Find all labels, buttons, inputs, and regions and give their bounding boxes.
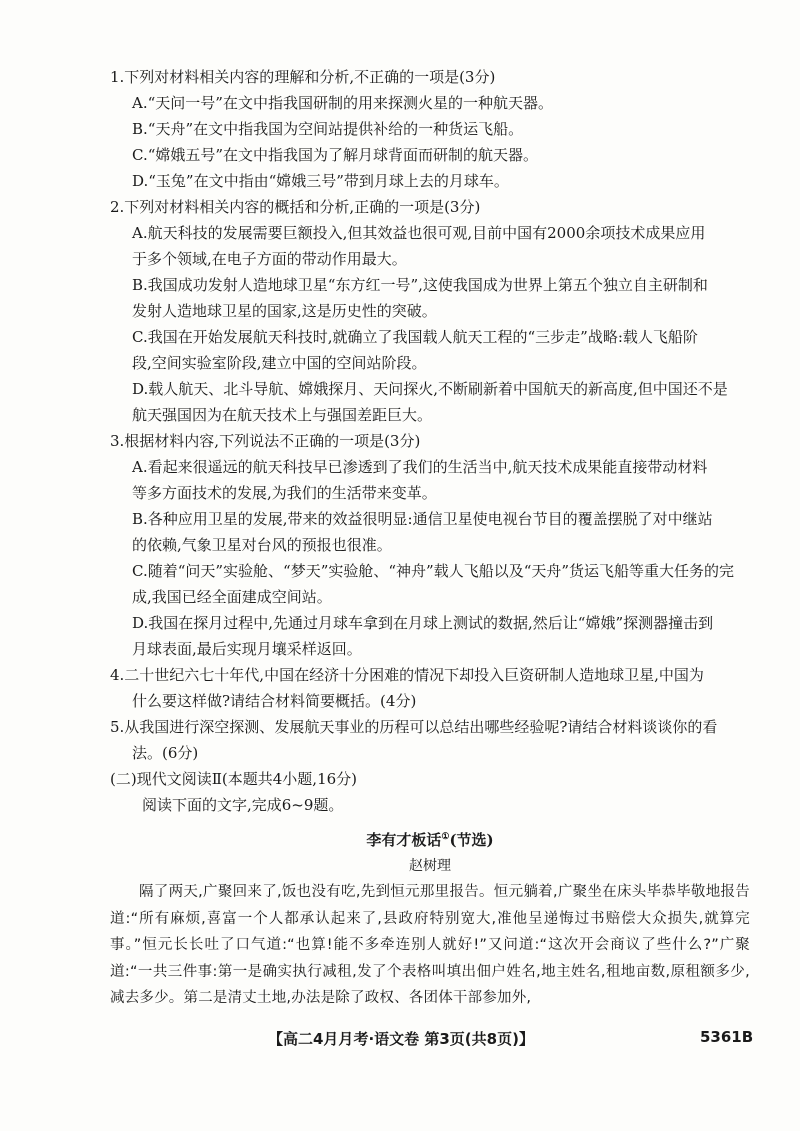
article-title-text: 李有才板话 bbox=[366, 831, 442, 849]
page-content bbox=[110, 64, 750, 1012]
footer-code: 5361B bbox=[700, 1028, 754, 1046]
question-5 bbox=[110, 714, 750, 766]
question-2-option-a-cont: 于多个领域,在电子方面的带动作用最大。 bbox=[132, 250, 407, 268]
question-1-stem: 1.下列对材料相关内容的理解和分析,不正确的一项是(3分) bbox=[110, 68, 496, 86]
question-3-option-a: A.看起来很遥远的航天科技早已渗透到了我们的生活当中,航天技术成果能直接带动材料 bbox=[132, 458, 708, 476]
question-3-option-c-cont: 成,我国已经全面建成空间站。 bbox=[132, 588, 332, 606]
question-4-stem: 4.二十世纪六七十年代,中国在经济十分困难的情况下却投入巨资研制人造地球卫星,中国为 bbox=[110, 666, 704, 684]
question-1-option-d: D.“玉兔”在文中指由“嫦娥三号”带到月球上去的月球车。 bbox=[132, 172, 509, 190]
article-author: 赵树理 bbox=[409, 858, 451, 874]
question-2-option-b: B.我国成功发射人造地球卫星“东方红一号”,这使我国成为世界上第五个独立自主研制和 bbox=[132, 276, 708, 294]
question-3-option-c: C.随着“问天”实验舱、“梦天”实验舱、“神舟”载人飞船以及“天舟”货运飞船等重大任务的完 bbox=[132, 562, 735, 580]
question-3-option-d: D.我国在探月过程中,先通过月球车拿到在月球上测试的数据,然后让“嫦娥”探测器撞击到 bbox=[132, 614, 714, 632]
question-3-option-d-cont: 月球表面,最后实现月壤采样返回。 bbox=[132, 640, 362, 658]
question-3-option-a-cont: 等多方面技术的发展,为我们的生活带来变革。 bbox=[132, 484, 437, 502]
question-1-option-a: A.“天问一号”在文中指我国研制的用来探测火星的一种航天器。 bbox=[132, 94, 553, 112]
question-4 bbox=[110, 662, 750, 714]
article-title-suffix: (节选) bbox=[449, 831, 494, 849]
question-2-option-c: C.我国在开始发展航天科技时,就确立了我国载人航天工程的“三步走”战略:载人飞船阶 bbox=[132, 328, 698, 346]
question-2-option-d: D.载人航天、北斗导航、嫦娥探月、天问探火,不断刷新着中国航天的新高度,但中国还不是 bbox=[132, 380, 728, 398]
article-footnote-marker: ① bbox=[441, 832, 450, 842]
question-5-stem-cont: 法。(6分) bbox=[132, 744, 199, 762]
question-1-option-b: B.“天舟”在文中指我国为空间站提供补给的一种货运飞船。 bbox=[132, 120, 524, 138]
footer-label: 【高二4月月考·语文卷 第3页(共8页)】 bbox=[268, 1030, 534, 1048]
question-2-option-c-cont: 段,空间实验室阶段,建立中国的空间站阶段。 bbox=[132, 354, 427, 372]
question-3-option-b: B.各种应用卫星的发展,带来的效益很明显:通信卫星使电视台节目的覆盖摆脱了对中继站 bbox=[132, 510, 713, 528]
question-3 bbox=[110, 428, 750, 662]
question-2-stem: 2.下列对材料相关内容的概括和分析,正确的一项是(3分) bbox=[110, 198, 481, 216]
question-3-option-b-cont: 的依赖,气象卫星对台风的预报也很准。 bbox=[132, 536, 392, 554]
question-3-stem: 3.根据材料内容,下列说法不正确的一项是(3分) bbox=[110, 432, 421, 450]
question-1 bbox=[110, 64, 750, 194]
question-2-option-b-cont: 发射人造地球卫星的国家,这是历史性的突破。 bbox=[132, 302, 437, 320]
article-title bbox=[110, 824, 750, 853]
question-1-option-c: C.“嫦娥五号”在文中指我国为了解月球背面而研制的航天器。 bbox=[132, 146, 539, 164]
question-2-option-a: A.航天科技的发展需要巨额投入,但其效益也很可观,目前中国有2000余项技术成果应用 bbox=[132, 224, 706, 242]
question-2-option-d-cont: 航天强国因为在航天技术上与强国差距巨大。 bbox=[132, 406, 433, 424]
question-5-stem: 5.从我国进行深空探测、发展航天事业的历程可以总结出哪些经验呢?请结合材料谈谈你的看 bbox=[110, 718, 718, 736]
question-2 bbox=[110, 194, 750, 428]
section-heading: (二)现代文阅读Ⅱ(本题共4小题,16分) bbox=[110, 770, 358, 788]
article-paragraph: 隔了两天,广聚回来了,饭也没有吃,先到恒元那里报告。恒元躺着,广聚坐在床头毕恭毕敬地报告道:“所有麻烦,喜富一个人都承认起来了,县政府特别宽大,准他呈递悔过书赔偿大众损失,就算完事。”恒元长长吐了口气道:“也算!能不多牵连别人就好!”又问道:“这次开会商议了些什么?”广聚道:“一共三件事:第一是确实执行减租,发了个表格叫填出佃户姓名,地主姓名,租地亩数,原租额多少,减去多少。第二是清丈土地,办法是除了政权、各团体干部参加外, bbox=[110, 884, 750, 1006]
section-intro: 阅读下面的文字,完成6~9题。 bbox=[142, 796, 344, 814]
question-4-stem-cont: 什么要这样做?请结合材料简要概括。(4分) bbox=[132, 692, 417, 710]
